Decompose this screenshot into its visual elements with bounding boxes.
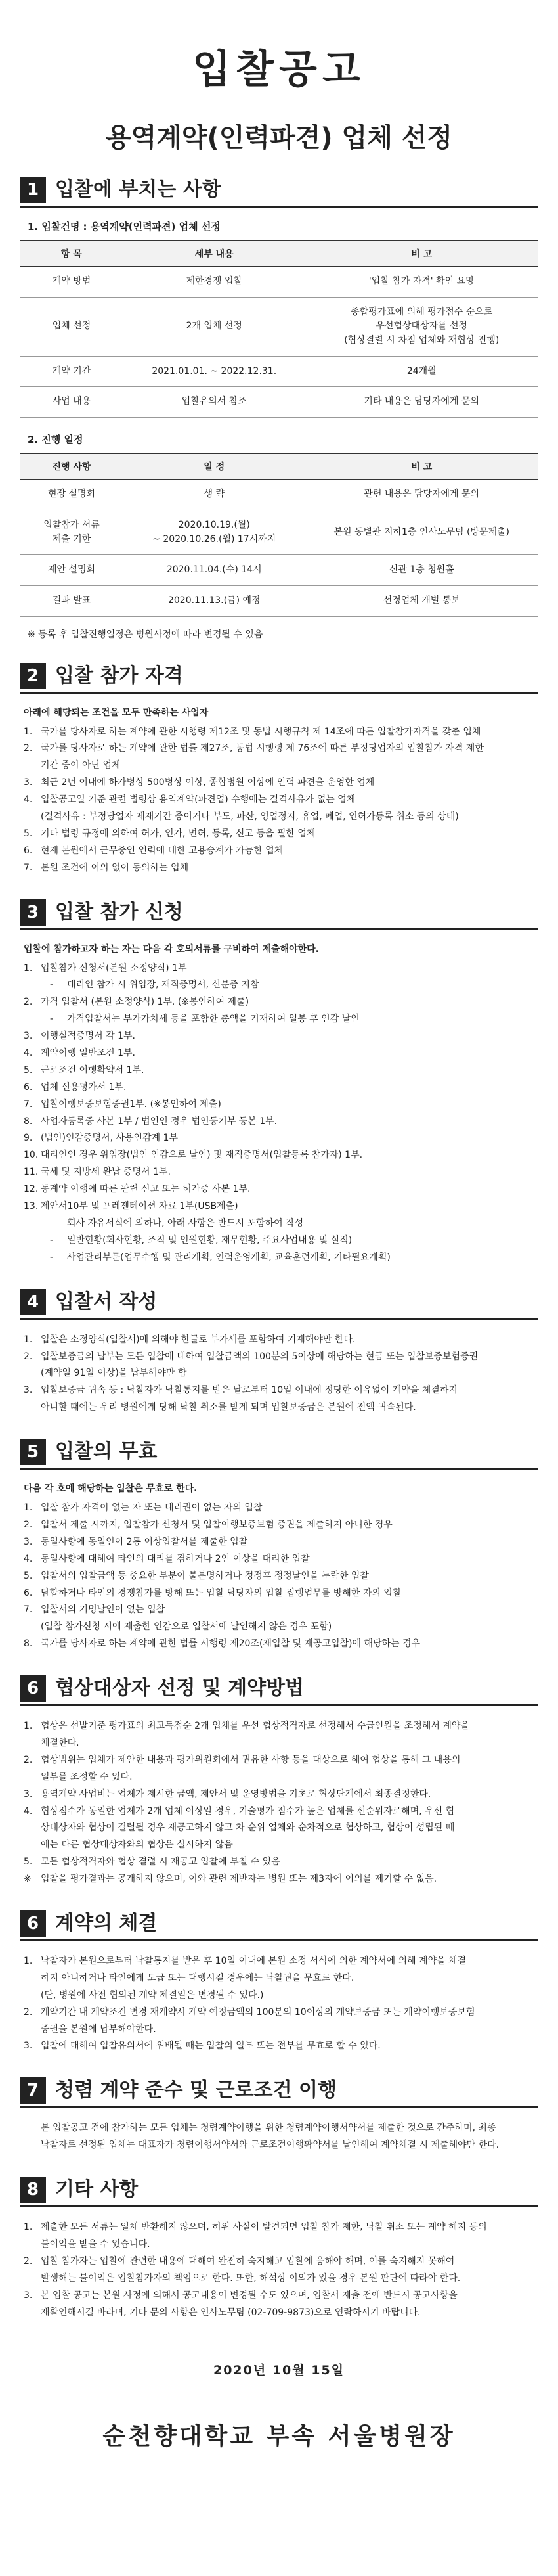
list-item (24, 860, 538, 877)
page-title: 입찰공고 (192, 47, 366, 93)
item-number: 6. (24, 1587, 33, 1598)
item-list (20, 2219, 538, 2321)
list-item (24, 1619, 538, 1636)
section-integrity (20, 2077, 538, 2154)
section-application (20, 899, 538, 1267)
item-number: 13. (24, 1201, 39, 1212)
list-item (24, 809, 538, 826)
schedule-heading: 2. 진행 일정 (28, 434, 83, 446)
item-text: 국가를 당사자로 하는 계약에 관한 법률 시행령 제20조(재입찰 및 재공고입찰)에 해당하는 경우 (41, 1638, 421, 1650)
section-lead: 아래에 해당되는 조건을 모두 만족하는 사업자 (24, 707, 209, 718)
item-text: 기간 중이 아닌 업체 (41, 760, 121, 771)
item-text: 입찰이행보증보험증권1부. (※봉인하여 제출) (41, 1098, 221, 1110)
item-text: 입찰서의 기명날인이 없는 입찰 (41, 1604, 165, 1616)
section-qualification (20, 663, 538, 877)
item-text: 입찰서 제출 시까지, 입찰참가 신청서 및 입찰이행보증보험 증권을 제출하지 아니한 경우 (41, 1519, 393, 1530)
item-text: 모든 협상적격자와 협상 결렬 시 재공고 입찰에 부칠 수 있음 (41, 1857, 280, 1868)
item-list (20, 1718, 538, 1888)
item-text: 계약기간 내 계약조건 변경 재계약시 계약 예정금액의 100분의 10이상의 계약보증금 또는 계약이행보증보험 (41, 2006, 475, 2018)
item-text: (단, 병원에 사전 협의된 계약 제결일은 변경될 수 있다.) (41, 1989, 264, 2000)
item-text: 상대상자와 협상이 결렬될 경우 재공고하지 않고 차 순위 업체와 순차적으로 협상하고, 협상이 성립된 때 (41, 1822, 455, 1834)
list-item (24, 1718, 538, 1735)
item-number: 3. (24, 2041, 33, 2052)
item-list (20, 960, 538, 1267)
section-bid-items (20, 177, 538, 641)
table-cell: 제한경쟁 입찰 (123, 267, 305, 298)
item-number: 2. (24, 1351, 33, 1362)
list-item (24, 792, 538, 809)
list-item (24, 1585, 538, 1602)
item-number: 3. (24, 1536, 33, 1547)
item-number: 1. (24, 1334, 33, 1345)
section-header (20, 1910, 538, 1941)
item-text: 협상점수가 동일한 업체가 2개 업체 이상일 경우, 기술평가 점수가 높은 업체를 선순위자로해며, 우선 협 (41, 1805, 455, 1817)
item-text: (법인)인감증명서, 사용인감계 1부 (41, 1133, 178, 1144)
item-number: 1. (24, 962, 33, 974)
item-number: 5. (24, 1857, 33, 1868)
section-title: 입찰의 무효 (55, 1440, 158, 1464)
item-text: 회사 자유서식에 의하나, 아래 사항은 반드시 포함하여 작성 (67, 1217, 304, 1229)
table-header: 비 고 (305, 453, 539, 480)
item-number: 8. (24, 1638, 33, 1650)
item-text: 입찰서의 입찰금액 등 중요한 부분이 불분명하거나 정정후 정정날인을 누락한 입찰 (41, 1570, 369, 1581)
item-text: 대리인인 경우 위임장(법인 인감으로 날인) 및 재직증명서(입찰등록 참가자) 1부. (41, 1150, 363, 1161)
list-item (24, 1198, 538, 1215)
section-title: 협상대상자 선정 및 계약방법 (55, 1677, 305, 1700)
item-number: 3. (24, 2290, 33, 2301)
item-text: 본 입찰 공고는 본원 사정에 의해서 공고내용이 변경될 수도 있으며, 입찰서 제출 전에 반드시 공고사항을 (41, 2290, 458, 2301)
table-cell: '입찰 참가 자격' 확인 요망 (305, 267, 539, 298)
item-number: - (50, 1014, 54, 1025)
item-text: 재확인해시길 바라며, 기타 문의 사항은 인사노무팀 (02-709-9873)으로 연락하시기 바랍니다. (41, 2307, 421, 2318)
item-text: 제출한 모든 서류는 일체 반환해지 않으며, 허위 사실이 발견되면 입찰 참가 제한, 낙찰 취소 또는 계약 해지 등의 (41, 2222, 487, 2233)
list-item (24, 1215, 538, 1232)
list-item (24, 1769, 538, 1786)
item-number: 2. (24, 743, 33, 754)
item-text: 용역계약 사업비는 업체가 제시한 금액, 제안서 및 운영방법을 기초로 협상단계에서 최종결정한다. (41, 1788, 431, 1799)
section-number: 3 (20, 899, 46, 926)
item-list (20, 2120, 538, 2154)
item-text: 동계약 이행에 따른 관련 신고 또는 허가증 사본 1부. (41, 1184, 251, 1195)
item-number: 1. (24, 1955, 33, 1966)
table-cell: 현장 설명회 (20, 480, 123, 510)
list-item (24, 1232, 538, 1250)
item-number: 6. (24, 1081, 33, 1093)
item-number: 1. (24, 1503, 33, 1514)
section-lead: 다음 각 호에 해당하는 입찰은 무효로 한다. (24, 1483, 198, 1495)
table-cell: 계약 방법 (20, 267, 123, 298)
item-text: 이행실적증명서 각 1부. (41, 1031, 135, 1042)
list-item (24, 1636, 538, 1653)
list-item (24, 1987, 538, 2004)
item-text: 입찰 참가자는 입찰에 관련한 내용에 대해여 완전히 숙지해고 입찰에 응해야 해며, 이를 숙지해지 못해여 (41, 2255, 455, 2267)
item-number: 3. (24, 1385, 33, 1396)
item-number: 10. (24, 1150, 39, 1161)
item-number: - (50, 1252, 54, 1263)
item-number: - (50, 1234, 54, 1246)
table-cell: 생 략 (123, 480, 305, 510)
section-number: 4 (20, 1289, 46, 1315)
list-item (24, 2219, 538, 2236)
list-item (24, 2253, 538, 2271)
item-number: - (50, 980, 54, 991)
list-item (24, 740, 538, 757)
item-number: 7. (24, 1098, 33, 1110)
table-header: 항 목 (20, 240, 123, 267)
table-row (20, 510, 538, 554)
bid-name-line: 1. 입찰건명 : 용역계약(인력파견) 업체 선정 (28, 221, 221, 233)
list-item (24, 1752, 538, 1769)
item-number: 3. (24, 1788, 33, 1799)
table-cell: 계약 기간 (20, 356, 123, 387)
item-text: 제안서10부 및 프레젠테이션 자료 1부(USB제출) (41, 1201, 238, 1212)
table-header: 진행 사항 (20, 453, 123, 480)
list-item (24, 1399, 538, 1416)
list-item (24, 2305, 538, 2322)
item-text: 협상범위는 업체가 제안한 내용과 평가위원회에서 권유한 사항 등을 대상으로 해여 협상을 통해 그 내용의 (41, 1754, 461, 1765)
list-item (24, 1349, 538, 1366)
list-item (24, 1114, 538, 1131)
item-text: 동일사항에 대해여 타인의 대리를 겸하거나 2인 이상을 대리한 입찰 (41, 1553, 310, 1564)
item-number: 2. (24, 997, 33, 1008)
table-cell: 2021.01.01. ~ 2022.12.31. (123, 356, 305, 387)
section-invalid-bids (20, 1439, 538, 1653)
item-list (20, 1500, 538, 1653)
item-text: 낙찰자가 본원으로부터 낙찰통지를 받은 후 10일 이내에 본원 소정 서식에 의한 계약서에 의해 계약을 체결 (41, 1955, 467, 1966)
item-text: (결격사유 : 부정당업자 제재기간 중이거나 부도, 파산, 영업정지, 휴업, 폐업, 인허가등록 취소 등의 상태) (41, 811, 459, 823)
list-item (24, 1079, 538, 1096)
item-text: 일반현황(회사현황, 조직 및 인원현황, 재무현황, 주요사업내용 및 실적) (67, 1234, 353, 1246)
list-item (24, 1062, 538, 1079)
list-item (24, 1365, 538, 1382)
table-cell: 업체 선정 (20, 297, 123, 356)
section-header (20, 2077, 538, 2108)
item-number: 2. (24, 2006, 33, 2018)
list-item (24, 757, 538, 775)
section-number: 6 (20, 1910, 46, 1937)
list-item (24, 1871, 538, 1888)
item-text: 국세 및 지방세 완납 증명서 1부. (41, 1167, 171, 1178)
list-item (24, 1250, 538, 1267)
item-text: 일부를 조정할 수 있다. (41, 1771, 133, 1782)
item-text: 입찰보증금 귀속 등 : 낙찰자가 낙찰통지를 받은 날로부터 10일 이내에 정당한 이유없이 계약을 체결하지 (41, 1385, 458, 1396)
table-cell: 종합평가표에 의해 평가점수 순으로 우선협상대상자를 선정 (협상결렬 시 차점 업체와 재협상 진행) (305, 297, 539, 356)
item-text: 에는 다른 협상대상자와의 협상은 실시하지 않음 (41, 1840, 233, 1851)
item-text: 입찰에 대해여 입찰유의서에 위배될 때는 입찰의 일부 또는 전부를 무효로 할 수 있다. (41, 2041, 381, 2052)
list-item (24, 960, 538, 978)
section-bid-writing (20, 1289, 538, 1416)
list-item (24, 826, 538, 843)
item-text: 입찰은 소정양식(입찰서)에 의해야 한글로 부가세를 포함하여 기재해야만 한다. (41, 1334, 356, 1345)
section-number: 8 (20, 2177, 46, 2203)
table-cell: 기타 내용은 담당자에게 문의 (305, 387, 539, 418)
item-text: 낙찰자로 선정된 업체는 대표자가 청렴이행서약서와 근로조건이행확약서를 날인해여 계약체결 시 제출해야만 한다. (41, 2140, 500, 2151)
list-item (24, 2236, 538, 2253)
section-header (20, 1289, 538, 1320)
table-cell: 2020.10.19.(월) ~ 2020.10.26.(월) 17시까지 (123, 510, 305, 554)
list-item (24, 2038, 538, 2055)
item-number: 7. (24, 1604, 33, 1616)
section-title: 입찰서 작성 (55, 1290, 158, 1313)
list-item (24, 2271, 538, 2288)
table-cell: 결과 발표 (20, 585, 123, 616)
list-item (24, 1045, 538, 1062)
item-text: 근로조건 이행확약서 1부. (41, 1064, 144, 1075)
item-list (20, 724, 538, 877)
item-number: 1. (24, 2222, 33, 2233)
list-item (24, 1332, 538, 1349)
item-text: 가격 입찰서 (본원 소정양식) 1부. (※봉인하여 제출) (41, 997, 249, 1008)
item-text: 입찰 참가 자격이 없는 자 또는 대리권이 없는 자의 입찰 (41, 1503, 263, 1514)
list-item (24, 2288, 538, 2305)
table-cell: 입찰유의서 참조 (123, 387, 305, 418)
item-text: 현재 본원에서 근무중인 인력에 대한 고용승계가 가능한 업체 (41, 845, 284, 856)
item-text: (계약일 91일 이상)을 납부해야만 함 (41, 1368, 187, 1379)
table-cell: 2020.11.13.(금) 예정 (123, 585, 305, 616)
item-number: 5. (24, 1570, 33, 1581)
item-text: 아니할 때에는 우리 병원에게 당해 낙찰 취소를 받게 되며 입찰보증금은 본원에 전액 귀속된다. (41, 1402, 416, 1413)
item-number: 3. (24, 777, 33, 788)
item-text: 입찰을 평가결과는 공개하지 않으며, 이와 관련 제반자는 병원 또는 제3자에 이의를 제기할 수 없음. (41, 1874, 437, 1885)
item-number: 9. (24, 1133, 33, 1144)
table-header: 세부 내용 (123, 240, 305, 267)
table-cell: 제안 설명회 (20, 555, 123, 586)
item-number: 4. (24, 1048, 33, 1059)
section-title: 입찰 참가 신청 (55, 900, 183, 924)
list-item (24, 724, 538, 741)
table-row (20, 267, 538, 298)
list-item (24, 1500, 538, 1517)
bid-info-rows (20, 267, 538, 418)
list-item (24, 1028, 538, 1045)
table-cell: 2020.11.04.(수) 14시 (123, 555, 305, 586)
section-negotiation (20, 1675, 538, 1888)
table-header: 일 정 (123, 453, 305, 480)
item-number: 2. (24, 1519, 33, 1530)
page-subtitle: 용역계약(인력파견) 업체 선정 (105, 123, 453, 153)
list-item (24, 1953, 538, 1970)
list-item (24, 1837, 538, 1854)
section-header (20, 2177, 538, 2207)
item-number: 1. (24, 1721, 33, 1732)
table-row (20, 480, 538, 510)
item-number: 4. (24, 1805, 33, 1817)
item-text: 입찰보증금의 납부는 모든 입찰에 대하여 입찰금액의 100분의 5이상에 해당하는 현금 또는 입찰보증보험증권 (41, 1351, 479, 1362)
section-header (20, 899, 538, 930)
list-item (24, 1568, 538, 1585)
item-text: 체결한다. (41, 1737, 79, 1748)
section-header (20, 663, 538, 694)
item-text: 최근 2년 이내에 하가병상 500병상 이상, 종합병원 이상에 인력 파견을 운영한 업체 (41, 777, 375, 788)
item-number: 8. (24, 1116, 33, 1127)
list-item (24, 1551, 538, 1568)
item-text: 담합하거나 타인의 경쟁참가를 방해 또는 입찰 담당자의 입찰 집행업무를 방해한 자의 입찰 (41, 1587, 402, 1598)
list-item (24, 1803, 538, 1820)
list-item (24, 1517, 538, 1534)
list-item (24, 775, 538, 792)
list-item (24, 1786, 538, 1803)
section-header (20, 177, 538, 208)
section-number: 2 (20, 663, 46, 689)
item-text: 본 입찰공고 건에 참가하는 모든 업체는 청렴계약이행을 위한 청렴계약이행서약서를 제출한 것으로 간주하며, 최종 (41, 2123, 496, 2134)
list-item (24, 843, 538, 860)
section-number: 1 (20, 177, 46, 203)
section-header (20, 1675, 538, 1706)
list-item (24, 1096, 538, 1114)
item-number: 6. (24, 845, 33, 856)
table-row (20, 585, 538, 616)
item-text: 본원 조건에 이의 없이 동의하는 업체 (41, 862, 189, 873)
section-title: 기타 사항 (55, 2178, 139, 2202)
item-number: 1. (24, 726, 33, 737)
section-title: 계약의 체결 (55, 1911, 158, 1935)
list-item (24, 977, 538, 994)
item-number: 7. (24, 862, 33, 873)
list-item (24, 1164, 538, 1181)
item-text: 기타 법령 규정에 의하여 허가, 인가, 면허, 등록, 신고 등을 필한 업체 (41, 828, 316, 839)
section-header (20, 1439, 538, 1470)
schedule-table (20, 453, 538, 616)
item-text: 하지 아니하거나 타인에게 도급 또는 대행시킬 경우에는 낙찰권을 무효로 한다. (41, 1972, 354, 1983)
list-item (24, 1820, 538, 1837)
table-row (20, 555, 538, 586)
section-number: 6 (20, 1675, 46, 1702)
item-text: 업체 신용평가서 1부. (41, 1081, 127, 1093)
issuer-name: 순천향대학교 부속 서울병원장 (102, 2423, 456, 2451)
list-item (24, 1534, 538, 1551)
table-row (20, 387, 538, 418)
item-text: 불이익을 받을 수 있습니다. (41, 2239, 150, 2249)
table-cell: 사업 내용 (20, 387, 123, 418)
section-title: 입찰에 부치는 사항 (55, 178, 221, 201)
item-list (20, 1953, 538, 2055)
section-contract (20, 1910, 538, 2055)
item-text: 입찰공고일 기준 관련 법령상 용역계약(파견업) 수행에는 결격사유가 없는 업체 (41, 794, 356, 805)
item-text: (입찰 참가신청 시에 제출한 인감으로 입찰서에 날인해지 않은 경우 포함) (41, 1621, 332, 1633)
item-number: 5. (24, 1064, 33, 1075)
item-number: ※ (24, 1874, 32, 1885)
item-number: 4. (24, 1553, 33, 1564)
item-number: 3. (24, 1031, 33, 1042)
table-row (20, 356, 538, 387)
item-text: 발생해는 불이익은 입찰참가자의 책임으로 한다. 또한, 해석상 이의가 있을 경우 본원 판단에 따라야 한다. (41, 2272, 461, 2284)
list-item (24, 1181, 538, 1198)
item-number: 2. (24, 2255, 33, 2267)
list-item (24, 1970, 538, 1987)
section-number: 5 (20, 1439, 46, 1465)
table-cell: 신관 1층 청원홀 (305, 555, 539, 586)
section-etc (20, 2177, 538, 2321)
item-text: 계약이행 일반조건 1부. (41, 1048, 135, 1059)
section-lead: 입찰에 참가하고자 하는 자는 다음 각 호의서류를 구비하여 제출해야한다. (24, 943, 320, 955)
list-item (24, 2022, 538, 2039)
schedule-rows (20, 480, 538, 616)
table-header: 비 고 (305, 240, 539, 267)
schedule-note: ※ 등록 후 입찰진행일정은 병원사정에 따라 변경될 수 있음 (28, 629, 263, 640)
list-item (24, 1735, 538, 1752)
list-item (24, 2120, 538, 2137)
item-text: 사업자등록증 사본 1부 / 법인인 경우 법인등기부 등본 1부. (41, 1116, 278, 1127)
bid-info-table (20, 240, 538, 418)
item-number: 5. (24, 828, 33, 839)
section-title: 청렴 계약 준수 및 근로조건 이행 (55, 2079, 337, 2102)
list-item (24, 1854, 538, 1871)
list-item (24, 994, 538, 1011)
table-cell: 선정업체 개별 통보 (305, 585, 539, 616)
item-number: 2. (24, 1754, 33, 1765)
table-row (20, 297, 538, 356)
list-item (24, 1382, 538, 1399)
item-number: 4. (24, 794, 33, 805)
list-item (24, 1147, 538, 1164)
item-text: 국가를 당사자로 하는 계약에 관한 법률 제27조, 동법 시행령 제 76조에 따른 부정당업자의 입찰참가 자격 제한 (41, 743, 484, 754)
list-item (24, 2137, 538, 2154)
item-number: 12. (24, 1184, 39, 1195)
table-cell: 입찰참가 서류 제출 기한 (20, 510, 123, 554)
item-text: 사업관리부문(업무수행 및 관리계획, 인력운영계획, 교육훈련계획, 기타필요계획) (67, 1252, 391, 1263)
notice-date: 2020년 10월 15일 (213, 2363, 345, 2378)
section-number: 7 (20, 2077, 46, 2104)
item-text: 대리인 참가 시 위임장, 재직증명서, 신분증 지참 (67, 980, 259, 991)
table-cell: 24개월 (305, 356, 539, 387)
table-cell: 관련 내용은 담당자에게 문의 (305, 480, 539, 510)
item-list (20, 1332, 538, 1416)
item-text: 증권을 본원에 납부해야한다. (41, 2023, 156, 2035)
list-item (24, 1602, 538, 1619)
table-cell: 본원 동별관 지하1층 인사노무팀 (방문제출) (305, 510, 539, 554)
section-title: 입찰 참가 자격 (55, 664, 183, 687)
list-item (24, 1011, 538, 1028)
item-text: 가격입찰서는 부가가치세 등을 포함한 총액을 기재하여 일봉 후 인감 날인 (67, 1014, 360, 1025)
item-text: 동일사항에 동일인이 2통 이상입찰서를 제출한 입찰 (41, 1536, 248, 1547)
item-text: 국가를 당사자로 하는 계약에 관한 시행령 제12조 및 동법 시행규칙 제 14조에 따른 입찰참가자격을 갖춘 업체 (41, 726, 481, 737)
table-cell: 2개 업체 선정 (123, 297, 305, 356)
item-number: 11. (24, 1167, 39, 1178)
item-text: 협상은 선발기준 평가표의 최고득점순 2개 업체를 우선 협상적격자로 선정해서 수급인원을 조정해서 계약을 (41, 1721, 469, 1732)
list-item (24, 1130, 538, 1147)
item-text: 입찰참가 신청서(본원 소정양식) 1부 (41, 962, 187, 974)
list-item (24, 2004, 538, 2022)
